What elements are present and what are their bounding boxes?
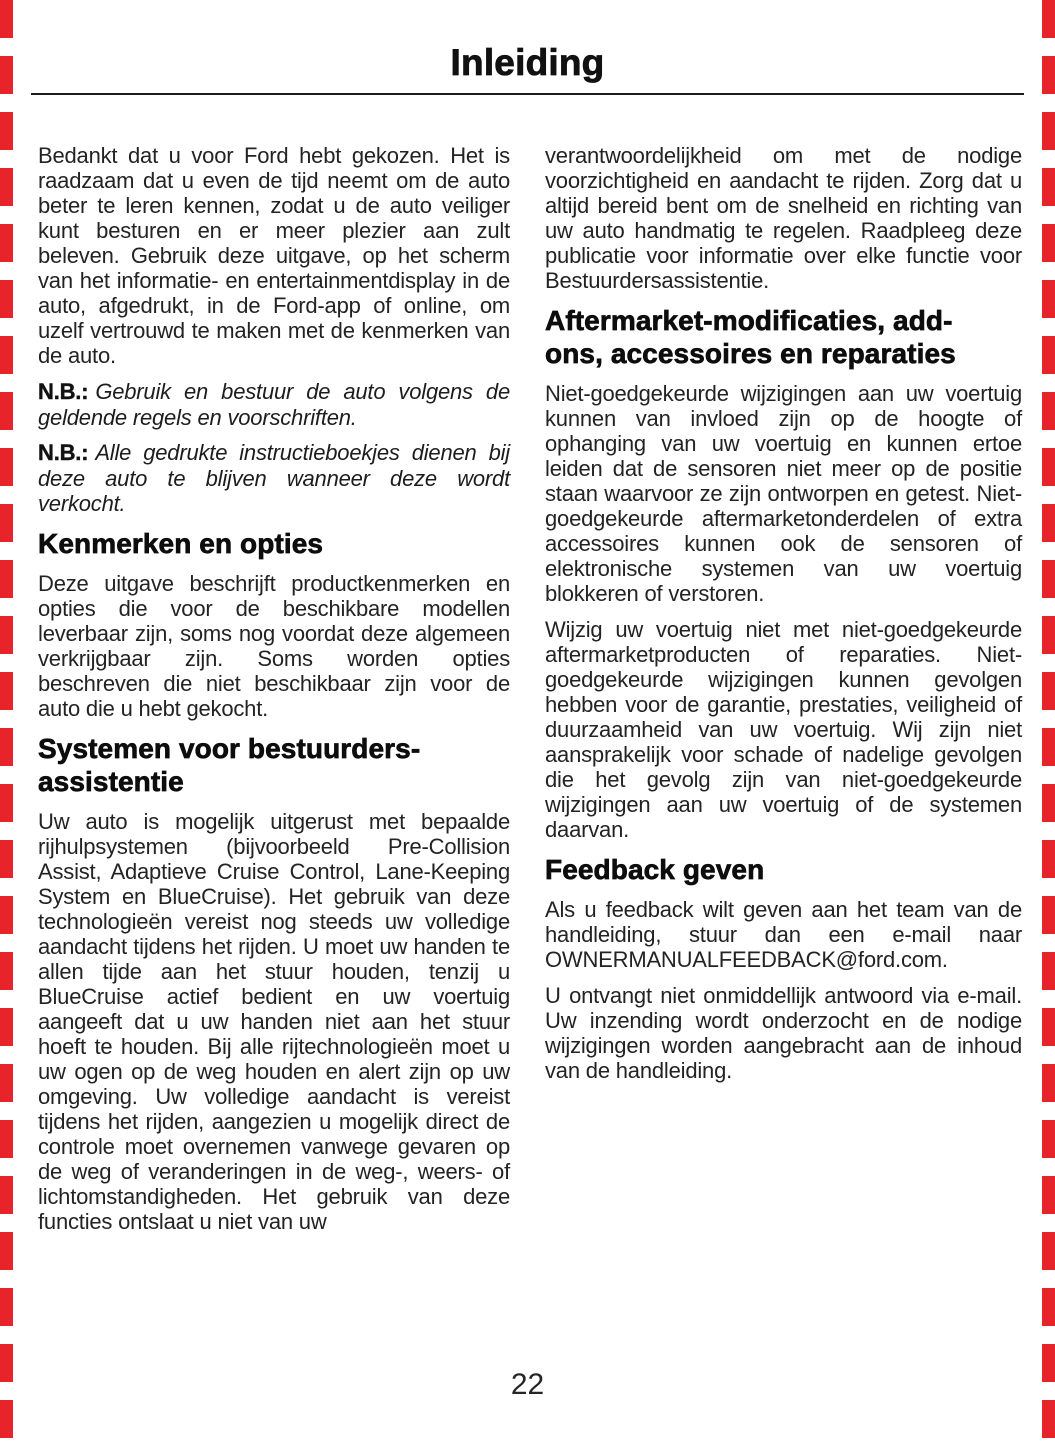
heading-feedback-geven: Feedback geven [545, 854, 765, 885]
note-keep-booklets [38, 440, 510, 517]
left-column [38, 143, 510, 1245]
page-content [0, 95, 1055, 1245]
heading-line: ons, accessoires en reparaties [545, 338, 956, 369]
paragraph-niet-goedgekeurde-wijzigingen: Niet-goedgekeurde wijzigingen aan uw voertuig kunnen van invloed zijn op de hoogte of ophanging van uw voertuig en kunnen ertoe leiden dat de sensoren niet meer op de positie staan waarvoor ze zijn ontworpen en getest. Niet-goedgekeurde aftermarketonderdelen of extra accessoires kunnen ook de sensoren of elektronische systemen van uw voertuig blokkeren of verstoren. [545, 381, 1022, 606]
paragraph-feedback-antwoord: U ontvangt niet onmiddellijk antwoord via e-mail. Uw inzending wordt onderzocht en de nodige wijzigingen worden aangebracht aan de inhoud van de handleiding. [545, 983, 1022, 1083]
paragraph-kenmerken: Deze uitgave beschrijft productkenmerken en opties die voor de beschikbare modellen leverbaar zijn, soms nog voordat deze algemeen verkrijgbaar zijn. Soms worden opties beschreven die niet beschikbaar zijn voor de auto die u hebt gekocht. [38, 570, 510, 721]
note-text: Alle gedrukte instructieboekjes dienen bij deze auto te blijven wanneer deze wordt verkocht. [38, 440, 510, 516]
paragraph-feedback-email: Als u feedback wilt geven aan het team van de handleiding, stuur dan een e-mail naar OWNERMANUALFEEDBACK@ford.com. [545, 897, 1022, 972]
heading-aftermarket-modificaties [545, 304, 1022, 370]
page-header [0, 0, 1055, 95]
page-edge-marks-left [0, 0, 13, 1448]
paragraph-rijhulpsystemen: Uw auto is mogelijk uitgerust met bepaalde rijhulpsystemen (bijvoorbeeld Pre-Collision Assist, Adaptieve Cruise Control, Lane-Keeping System en BlueCruise). Het gebruik van deze technologieën vereist nog steeds uw volledige aandacht tijdens het rijden. U moet uw handen te allen tijde aan het stuur houden, tenzij u BlueCruise actief bedient en uw voertuig aangeeft dat u uw handen niet aan het stuur hoeft te houden. Bij alle rijtechnologieën moet u uw ogen op de weg houden en alert zijn op uw omgeving. Uw volledige aandacht is vereist tijdens het rijden, aangezien u mogelijk direct de controle moet overnemen vanwege gevaren op de weg of veranderingen in de weg-, weers- of lichtomstandigheden. Het gebruik van deze functies ontslaat u niet van uw [38, 808, 510, 1234]
heading-line: assistentie [38, 765, 184, 797]
paragraph-intro: Bedankt dat u voor Ford hebt gekozen. Het is raadzaam dat u even de tijd neemt om de auto beter te leren kennen, zodat u de auto veiliger kunt besturen en er meer plezier aan zult beleven. Gebruik deze uitgave, op het scherm van het informatie- en entertainmentdisplay in de auto, afgedrukt, in de Ford-app of online, om uzelf vertrouwd te maken met de kenmerken van de auto. [38, 143, 510, 368]
page-title: Inleiding [450, 42, 605, 83]
paragraph-wijzig-voertuig-niet: Wijzig uw voertuig niet met niet-goedgekeurde aftermarketproducten of reparaties. Niet-goedgekeurde wijzigingen kunnen gevolgen hebben voor de garantie, prestaties, veiligheid of duurzaamheid van uw voertuig. Wij zijn niet aansprakelijk voor schade of nadelige gevolgen die het gevolg zijn van niet-goedgekeurde wijzigingen aan uw voertuig of de systemen daarvan. [545, 617, 1022, 842]
page-number: 22 [510, 1368, 545, 1401]
heading-systemen-voor-bestuurdersassistentie [38, 732, 510, 798]
heading-kenmerken-en-opties: Kenmerken en opties [38, 527, 324, 559]
note-label: N.B.: [38, 440, 89, 465]
note-rules [38, 379, 510, 430]
heading-line: Systemen voor bestuurders- [38, 732, 421, 764]
paragraph-verantwoordelijkheid: verantwoordelijkheid om met de nodige voorzichtigheid en aandacht te rijden. Zorg dat u altijd bereid bent om de snelheid en richting van uw auto handmatig te regelen. Raadpleeg deze publicatie voor informatie over elke functie voor Bestuurdersassistentie. [545, 143, 1022, 293]
heading-line: Aftermarket-modificaties, add- [545, 305, 953, 336]
page-edge-marks-right [1042, 0, 1055, 1448]
right-column [545, 143, 1022, 1245]
note-label: N.B.: [38, 379, 89, 404]
note-text: Gebruik en bestuur de auto volgens de geldende regels en voorschriften. [38, 379, 510, 430]
